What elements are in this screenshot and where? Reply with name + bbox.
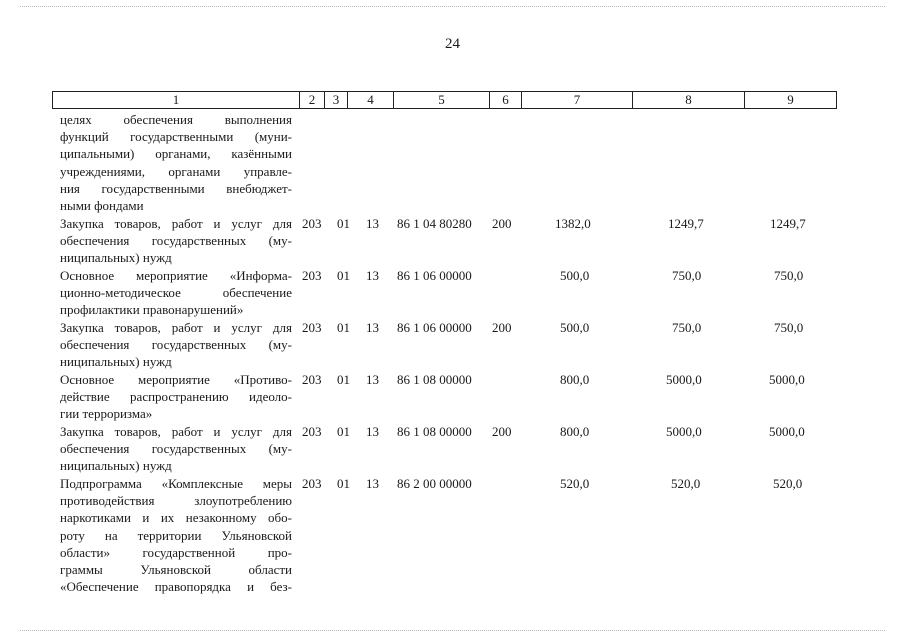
text-line: ными фондами: [60, 198, 144, 214]
text-line: граммы Ульяновской области: [60, 562, 292, 578]
column-header-row: [52, 91, 837, 109]
text-line: Основное мероприятие «Противо-: [60, 372, 292, 387]
text-line: Закупка товаров, работ и услуг для: [60, 320, 292, 335]
cell-amount-8: 5000,0: [666, 372, 702, 387]
text-line: действие распространению идеоло-: [60, 389, 292, 405]
cell-subsection: 13: [366, 424, 379, 439]
cell-target-article: 86 2 00 00000: [397, 476, 472, 491]
cell-subsection: 13: [366, 268, 379, 283]
cell-ministry: 203: [302, 372, 322, 387]
row-description: [60, 475, 292, 595]
cell-subsection: 13: [366, 320, 379, 335]
text-line: Закупка товаров, работ и услуг для: [60, 216, 292, 231]
text-line: обеспечения государственных (му-: [60, 441, 292, 457]
cell-ministry: 203: [302, 320, 322, 335]
cell-amount-9: 750,0: [774, 268, 804, 283]
cell-section: 01: [337, 372, 350, 387]
cell-target-article: 86 1 04 80280: [397, 216, 472, 231]
cell-expense-type: 200: [492, 216, 512, 231]
cell-amount-7: 500,0: [560, 320, 590, 335]
text-line: Основное мероприятие «Информа-: [60, 268, 292, 283]
text-line: учреждениями, органами управле-: [60, 163, 292, 179]
column-header-9: 9: [744, 92, 836, 108]
text-line: целях обеспечения выполнения: [60, 112, 292, 127]
column-header-4: 4: [347, 92, 393, 108]
cell-amount-7: 500,0: [560, 268, 590, 283]
column-header-2: 2: [299, 92, 324, 108]
text-line: «Обеспечение правопорядка и без-: [60, 579, 292, 595]
cell-amount-8: 750,0: [672, 268, 702, 283]
cell-amount-9: 5000,0: [769, 372, 805, 387]
cell-amount-9: 520,0: [773, 476, 803, 491]
cell-expense-type: 200: [492, 424, 512, 439]
cell-target-article: 86 1 08 00000: [397, 372, 472, 387]
text-line: гии терроризма»: [60, 406, 153, 422]
continuation-text: [60, 111, 292, 214]
cell-expense-type: 200: [492, 320, 512, 335]
cell-amount-8: 520,0: [671, 476, 701, 491]
text-line: ния государственными внебюджет-: [60, 180, 292, 196]
cell-amount-9: 1249,7: [770, 216, 806, 231]
cell-target-article: 86 1 08 00000: [397, 424, 472, 439]
row-description: [60, 423, 292, 475]
cell-subsection: 13: [366, 476, 379, 491]
text-line: обеспечения государственных (му-: [60, 233, 292, 249]
cell-section: 01: [337, 216, 350, 231]
text-line: ционно-методическое обеспечение: [60, 285, 292, 301]
cell-target-article: 86 1 06 00000: [397, 268, 472, 283]
cell-section: 01: [337, 424, 350, 439]
text-line: противодействия злоупотреблению: [60, 493, 292, 509]
text-line: области» государственной про-: [60, 544, 292, 560]
text-line: наркотиками и их незаконному обо-: [60, 510, 292, 526]
cell-section: 01: [337, 476, 350, 491]
column-header-6: 6: [489, 92, 521, 108]
cell-subsection: 13: [366, 216, 379, 231]
column-header-5: 5: [393, 92, 489, 108]
cell-section: 01: [337, 320, 350, 335]
scan-top-edge: [20, 6, 885, 8]
column-header-7: 7: [521, 92, 632, 108]
text-line: профилактики правонарушений»: [60, 302, 244, 318]
row-description: [60, 371, 292, 423]
row-description: [60, 215, 292, 267]
text-line: роту на территории Ульяновской: [60, 527, 292, 543]
cell-amount-9: 5000,0: [769, 424, 805, 439]
cell-target-article: 86 1 06 00000: [397, 320, 472, 335]
text-line: Подпрограмма «Комплексные меры: [60, 476, 292, 491]
text-line: ципальными) органами, казёнными: [60, 146, 292, 162]
cell-amount-8: 1249,7: [668, 216, 704, 231]
text-line: ниципальных) нужд: [60, 250, 172, 266]
cell-section: 01: [337, 268, 350, 283]
cell-amount-7: 1382,0: [555, 216, 591, 231]
cell-amount-7: 800,0: [560, 424, 590, 439]
cell-amount-9: 750,0: [774, 320, 804, 335]
column-header-8: 8: [632, 92, 744, 108]
cell-ministry: 203: [302, 424, 322, 439]
cell-amount-7: 800,0: [560, 372, 590, 387]
text-line: обеспечения государственных (му-: [60, 337, 292, 353]
text-line: функций государственными (муни-: [60, 129, 292, 145]
scan-bottom-edge: [20, 630, 885, 632]
page-number: 24: [445, 36, 460, 52]
column-header-3: 3: [324, 92, 347, 108]
cell-ministry: 203: [302, 268, 322, 283]
column-header-1: 1: [172, 92, 180, 107]
text-line: Закупка товаров, работ и услуг для: [60, 424, 292, 439]
cell-amount-8: 5000,0: [666, 424, 702, 439]
row-description: [60, 267, 292, 319]
text-line: ниципальных) нужд: [60, 458, 172, 474]
cell-amount-8: 750,0: [672, 320, 702, 335]
cell-amount-7: 520,0: [560, 476, 590, 491]
text-line: ниципальных) нужд: [60, 354, 172, 370]
row-description: [60, 319, 292, 371]
cell-ministry: 203: [302, 476, 322, 491]
cell-ministry: 203: [302, 216, 322, 231]
cell-subsection: 13: [366, 372, 379, 387]
